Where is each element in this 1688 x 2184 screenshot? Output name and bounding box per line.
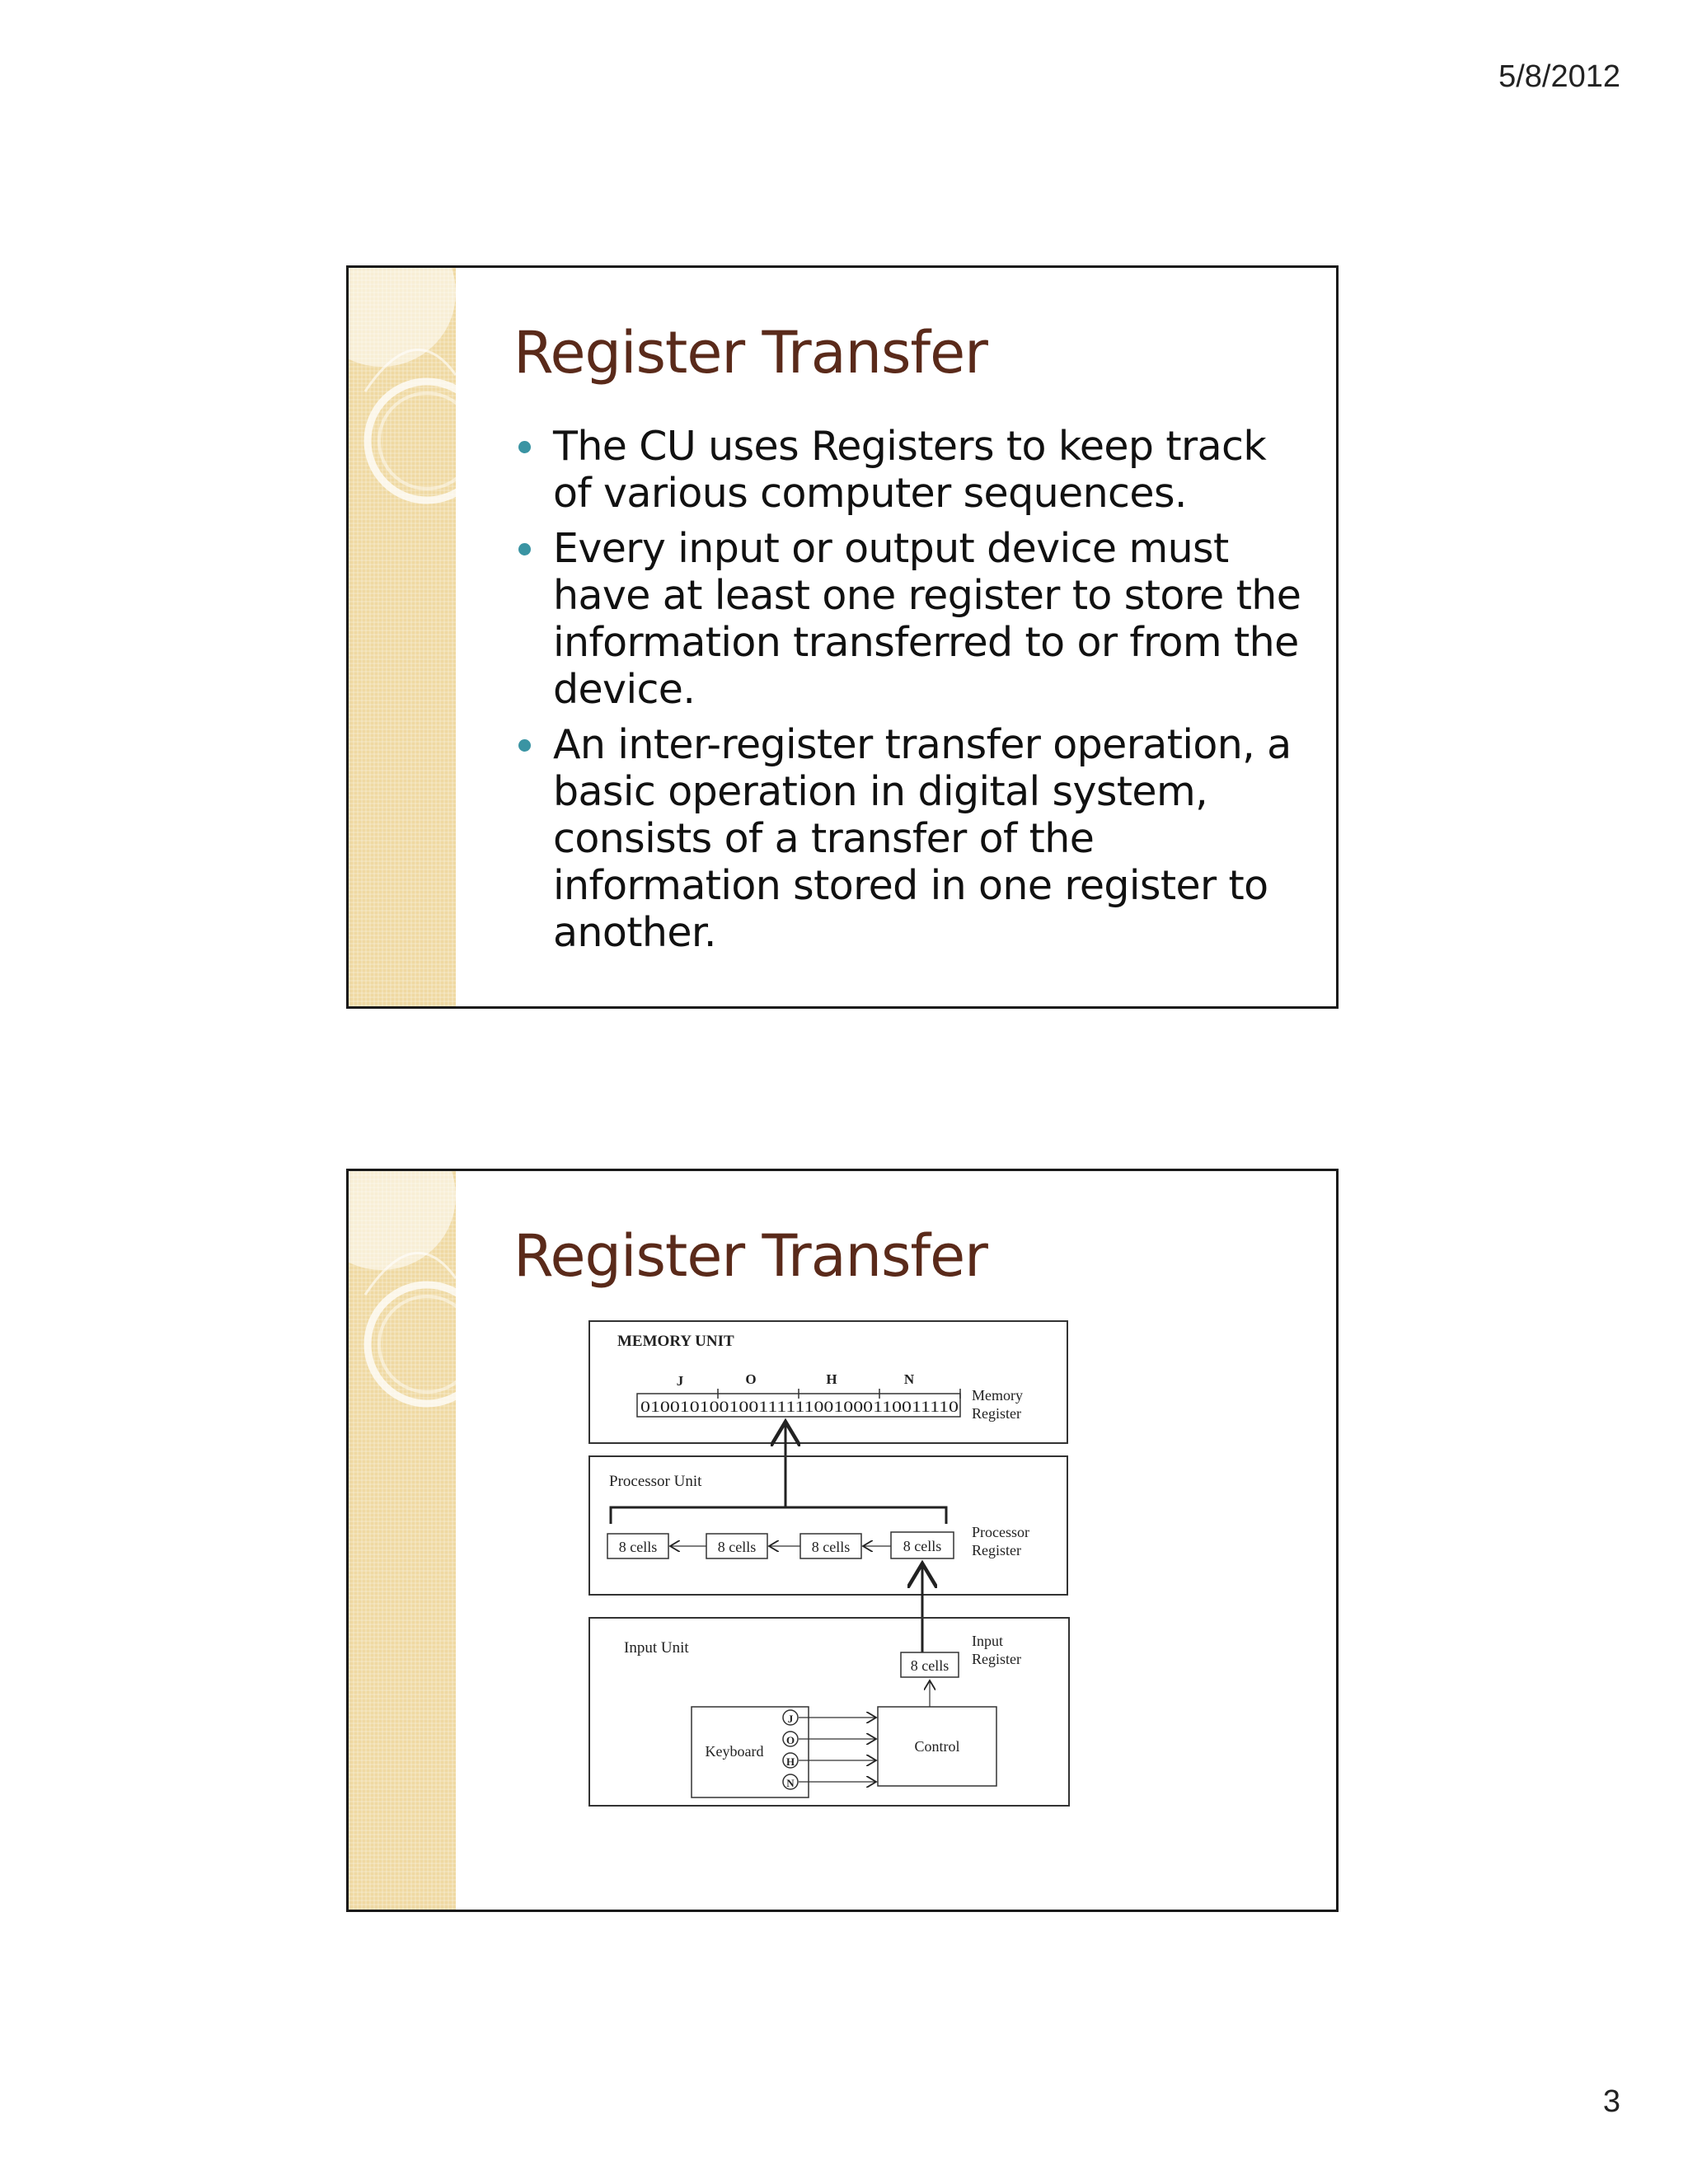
memory-register-label-line1: Memory bbox=[972, 1387, 1023, 1404]
decorative-side-band bbox=[349, 268, 456, 1006]
register-transfer-diagram bbox=[588, 1319, 1074, 1814]
slide-title: Register Transfer bbox=[513, 1222, 987, 1290]
page-date: 5/8/2012 bbox=[1498, 59, 1620, 94]
processor-bus-line bbox=[611, 1507, 946, 1524]
memory-register-label-line2: Register bbox=[972, 1405, 1021, 1422]
bullet-dot-icon bbox=[518, 543, 531, 555]
bullet-item bbox=[513, 423, 1305, 517]
key-h: H bbox=[785, 1755, 795, 1768]
slide-title: Register Transfer bbox=[513, 319, 987, 387]
input-register-label-line2: Register bbox=[972, 1651, 1021, 1667]
processor-register-label-line2: Register bbox=[972, 1542, 1021, 1558]
processor-unit-label: Processor Unit bbox=[609, 1473, 702, 1490]
bullet-item bbox=[513, 721, 1305, 956]
decorative-circles-icon bbox=[349, 1171, 456, 1910]
letter-n: N bbox=[903, 1371, 915, 1387]
slide-register-transfer-text bbox=[346, 265, 1339, 1009]
decorative-side-band bbox=[349, 1171, 456, 1910]
letter-h: H bbox=[826, 1371, 837, 1387]
keyboard-label: Keyboard bbox=[705, 1743, 764, 1760]
bullet-item bbox=[513, 525, 1305, 713]
processor-cell-2-label: 8 cells bbox=[717, 1539, 757, 1555]
memory-unit-label: MEMORY UNIT bbox=[617, 1333, 734, 1350]
input-register-cell-label: 8 cells bbox=[910, 1657, 950, 1674]
bullet-text: The CU uses Registers to keep track of various computer sequences. bbox=[553, 423, 1267, 517]
processor-cell-1-label: 8 cells bbox=[618, 1539, 658, 1555]
processor-register-label-line1: Processor bbox=[972, 1524, 1029, 1540]
letter-j: J bbox=[676, 1373, 684, 1389]
key-j: J bbox=[787, 1713, 794, 1725]
bullet-dot-icon bbox=[518, 441, 531, 453]
page-number: 3 bbox=[1602, 2084, 1620, 2119]
control-label: Control bbox=[914, 1738, 960, 1755]
input-unit-label: Input Unit bbox=[624, 1639, 689, 1657]
bullet-dot-icon bbox=[518, 739, 531, 752]
bullet-text: Every input or output device must have at least one register to store the information transferred to or from the device. bbox=[553, 525, 1301, 713]
letter-o: O bbox=[745, 1371, 757, 1387]
memory-register-bits: 010010100100111111001000110011110 bbox=[640, 1399, 959, 1416]
key-n: N bbox=[786, 1777, 795, 1789]
input-register-label-line1: Input bbox=[972, 1633, 1003, 1649]
processor-cell-3-label: 8 cells bbox=[811, 1539, 851, 1555]
key-o: O bbox=[785, 1734, 795, 1746]
bullet-text: An inter-register transfer operation, a basic operation in digital system, consists of a transfer of the information stored in one register to another. bbox=[553, 721, 1292, 956]
bullet-list bbox=[513, 423, 1305, 964]
processor-cell-4-label: 8 cells bbox=[903, 1538, 942, 1554]
decorative-circles-icon bbox=[349, 268, 456, 1006]
slide-register-transfer-diagram bbox=[346, 1169, 1339, 1912]
